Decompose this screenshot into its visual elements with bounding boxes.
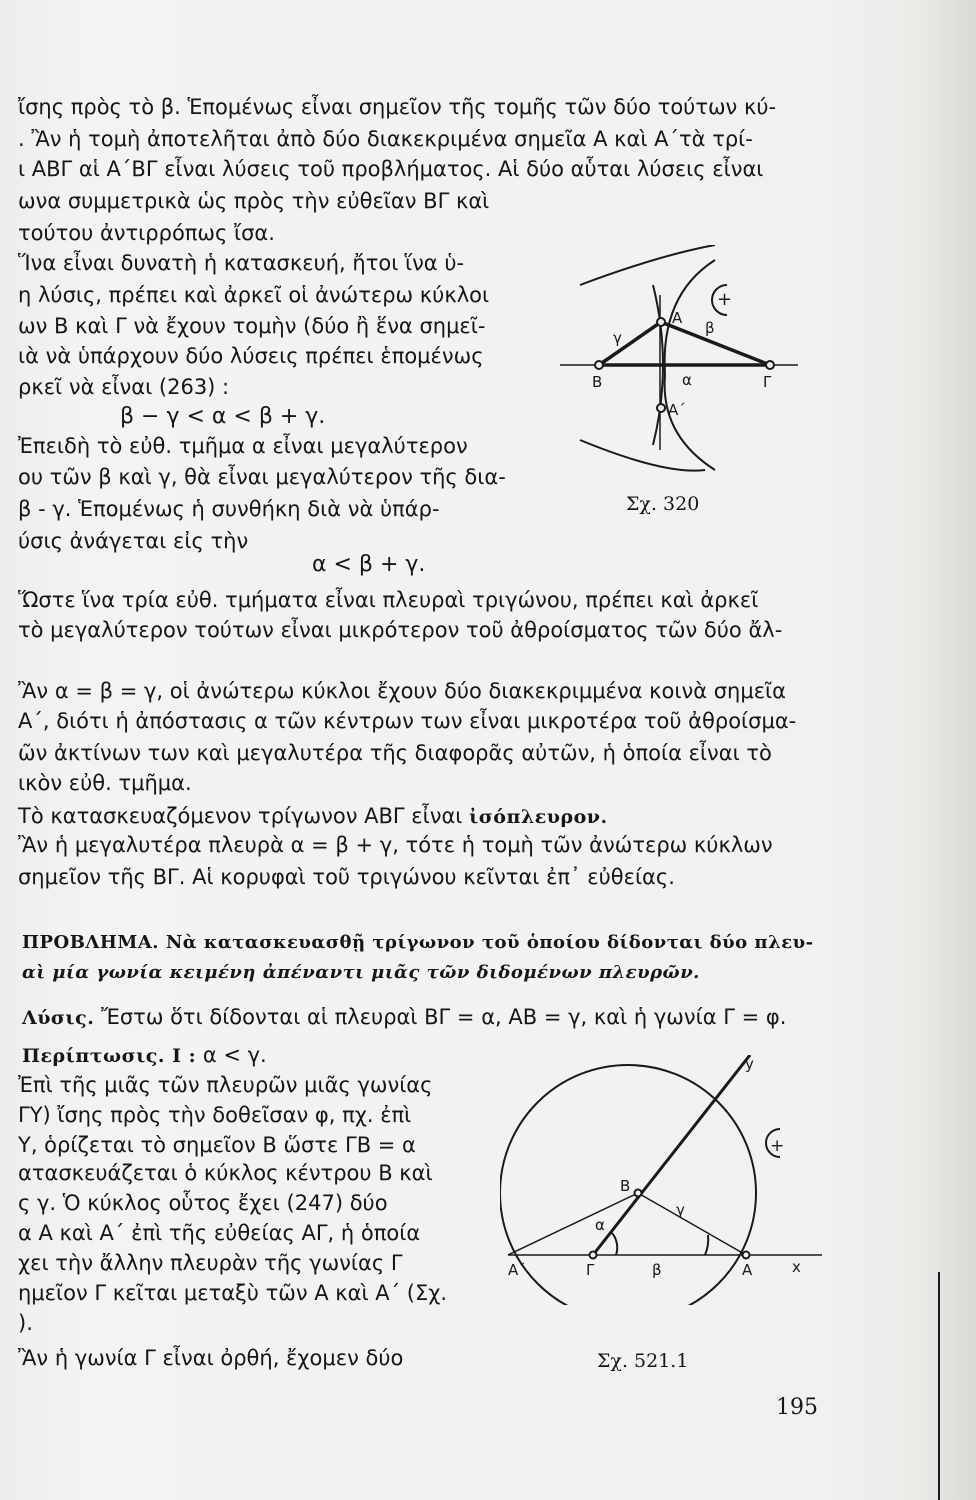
point-B <box>635 1190 642 1197</box>
point-B <box>595 361 603 369</box>
problem-heading: αὶ μία γωνία κειμένη ἀπέναντι μιᾶς τῶν διδομένων πλευρῶν. <box>22 962 700 983</box>
angle-arc <box>705 1235 708 1255</box>
label-beta: β <box>705 319 715 337</box>
label-A-prime: Α΄ <box>668 401 686 419</box>
text-line: Ἐπὶ τῆς μιᾶς τῶν πλευρῶν μιᾶς γωνίας <box>18 1073 433 1097</box>
emphasis: ἰσόπλευρον. <box>469 806 608 828</box>
text-line: α Α καὶ Α΄ ἐπὶ τῆς εὐθείας ΑΓ, ἡ ὁποία <box>18 1221 421 1245</box>
figure-caption: Σχ. 320 <box>626 493 700 515</box>
label-A: Α <box>742 1261 753 1279</box>
text-line: ιὰ νὰ ὑπάρχουν δύο λύσεις πρέπει ἑπομένως <box>18 344 484 368</box>
point-A <box>657 318 665 326</box>
text-line: ατασκευάζεται ὁ κύκλος κέντρου Β καὶ <box>18 1161 433 1185</box>
plus-sign: + <box>770 1136 785 1156</box>
problem-heading: ΠΡΟΒΛΗΜΑ. Νὰ κατασκευασθῇ τρίγωνον τοῦ ὁποίου δίδονται δύο πλευ- <box>22 932 814 953</box>
point-A-prime <box>657 404 665 412</box>
label-B: Β <box>620 1177 631 1195</box>
text-line: β - γ. Ἑπομένως ἡ συνθήκη διὰ νὰ ὑπάρ- <box>18 497 440 521</box>
label-gamma: γ <box>676 1201 685 1219</box>
label-A-prime: Α΄ <box>508 1261 526 1279</box>
vertical-rule <box>938 1272 940 1500</box>
page-gutter-shadow <box>916 0 976 1500</box>
text-line: ικὸν εὐθ. τμῆμα. <box>18 771 192 795</box>
text-line: Ἂν ἡ μεγαλυτέρα πλευρὰ α = β + γ, τότε ἡ τομὴ τῶν ἀνώτερω κύκλων <box>18 833 773 857</box>
segment-B-A <box>638 1193 746 1255</box>
arc <box>580 245 715 285</box>
text-line: ἴσης πρὸς τὸ β. Ἑπομένως εἶναι σημεῖον τῆς τομῆς τῶν δύο τούτων κύ- <box>18 95 777 119</box>
label-A: Α <box>672 309 683 327</box>
text-line: ημεῖον Γ κεῖται μεταξὺ τῶν Α καὶ Α΄ (Σχ. <box>18 1281 448 1305</box>
figure-320 <box>555 245 805 485</box>
side-gamma <box>599 322 661 365</box>
text-line: τὸ μεγαλύτερον τούτων εἶναι μικρότερον τοῦ ἀθροίσματος τῶν δύο ἄλ- <box>18 618 783 642</box>
figure-caption: Σχ. 521.1 <box>597 1350 689 1372</box>
label-y: y <box>745 1055 754 1073</box>
formula: α < β + γ. <box>312 552 426 577</box>
text-line: χει τὴν ἄλλην πλευρὰν τῆς γωνίας Γ <box>18 1251 403 1275</box>
text-line: Ἵνα εἶναι δυνατὴ ἡ κατασκευή, ἤτοι ἵνα ὑ- <box>18 251 465 275</box>
page-number: 195 <box>776 1395 818 1420</box>
text-line: η λύσις, πρέπει καὶ ἀρκεῖ οἱ ἀνώτερω κύκλοι <box>18 283 490 307</box>
text-line: Λύσις. Ἔστω ὅτι δίδονται αἱ πλευραὶ ΒΓ = α, ΑΒ = γ, καὶ ἡ γωνία Γ = φ. <box>22 1005 787 1029</box>
text-line: ῶν ἀκτίνων των καὶ μεγαλυτέρα τῆς διαφορᾶς αὐτῶν, ἡ ὁποία εἶναι τὸ <box>18 741 772 765</box>
text-line: Περίπτωσις. Ι : α < γ. <box>22 1043 267 1067</box>
text-line: ). <box>18 1311 33 1335</box>
text-line: τούτου ἀντιρρόπως ἴσα. <box>18 221 275 245</box>
text-line: . Ἂν ἡ τομὴ ἀποτελῆται ἀπὸ δύο διακεκριμένα σημεῖα Α καὶ Α΄τὰ τρί- <box>18 127 753 151</box>
text-line: Α΄, διότι ἡ ἀπόστασις α τῶν κέντρων των εἶναι μικροτέρα τοῦ ἀθροίσμα- <box>18 709 797 733</box>
text-line: ς γ. Ὁ κύκλος οὗτος ἔχει (247) δύο <box>18 1191 388 1215</box>
text-line: Υ, ὁρίζεται τὸ σημεῖον Β ὥστε ΓΒ = α <box>18 1133 416 1157</box>
point-A <box>743 1252 750 1259</box>
text-line: Ἂν α = β = γ, οἱ ἀνώτερω κύκλοι ἔχουν δύο διακεκριμμένα κοινὰ σημεῖα <box>18 679 787 703</box>
text-line: σημεῖον τῆς ΒΓ. Αἱ κορυφαὶ τοῦ τριγώνου κεῖνται ἐπ᾿ εὐθείας. <box>18 865 675 889</box>
text-line: Τὸ κατασκευαζόμενον τρίγωνον ΑΒΓ εἶναι ἰσόπλευρον. <box>18 804 608 828</box>
point-G <box>766 361 774 369</box>
label-gamma: γ <box>613 329 622 347</box>
label-G: Γ <box>586 1261 595 1279</box>
side-beta <box>661 322 770 365</box>
label-G: Γ <box>763 373 772 391</box>
text-line: ωνα συμμετρικὰ ὡς πρὸς τὴν εὐθεῖαν ΒΓ καὶ <box>18 189 490 213</box>
text-line: ου τῶν β καὶ γ, θὰ εἶναι μεγαλύτερον τῆς δια- <box>18 465 506 489</box>
text-line: Ἐπειδὴ τὸ εὐθ. τμῆμα α εἶναι μεγαλύτερον <box>18 434 468 458</box>
text-line: ρκεῖ νὰ εἶναι (263) : <box>18 375 230 399</box>
angle-arc <box>612 1233 617 1255</box>
text-line: ι ΑΒΓ αἱ Α΄ΒΓ εἶναι λύσεις τοῦ προβλήματος. Αἱ δύο αὗται λύσεις εἶναι <box>18 157 764 181</box>
solution-label: Λύσις. <box>22 1007 95 1029</box>
text-line: ΓΥ) ἴσης πρὸς τὴν δοθεῖσαν φ, πχ. ἐπὶ <box>18 1103 412 1127</box>
text-line: ύσις ἀνάγεται εἰς τὴν <box>18 529 249 553</box>
text-line: ων Β καὶ Γ νὰ ἔχουν τομὴν (δύο ἢ ἕνα σημεῖ- <box>18 314 486 338</box>
case-label: Περίπτωσις. Ι : <box>22 1045 197 1067</box>
label-alpha: α <box>595 1216 605 1234</box>
text-line: Ὥστε ἵνα τρία εὐθ. τμήματα εἶναι πλευραὶ τριγώνου, πρέπει καὶ ἀρκεῖ <box>18 588 759 612</box>
figure-521-1 <box>500 1055 830 1305</box>
ray-y <box>593 1055 750 1255</box>
label-beta: β <box>652 1261 662 1279</box>
label-x: x <box>792 1258 801 1276</box>
text-line: Ἂν ἡ γωνία Γ εἶναι ὀρθή, ἔχομεν δύο <box>18 1346 404 1370</box>
plus-sign: + <box>717 289 733 310</box>
point-G <box>590 1252 597 1259</box>
label-B: Β <box>592 373 603 391</box>
formula: β − γ < α < β + γ. <box>120 404 326 429</box>
arc <box>665 375 715 470</box>
label-alpha: α <box>682 371 692 389</box>
